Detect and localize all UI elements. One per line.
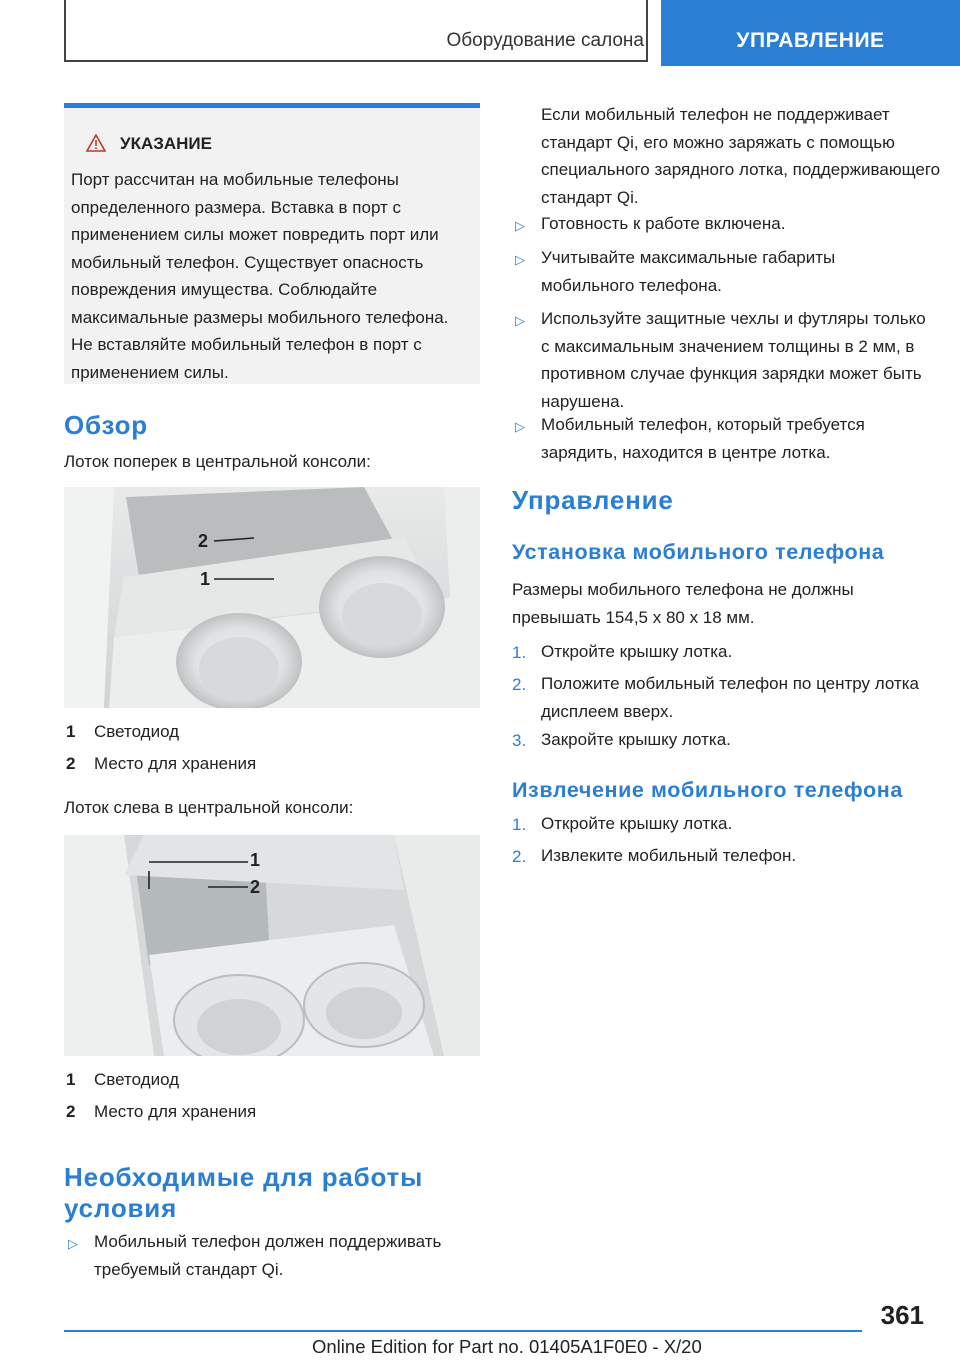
legend-number: 2 (66, 1102, 76, 1121)
step-text: Откройте крышку лотка. (541, 814, 733, 833)
bullet-triangle-icon: ▷ (515, 252, 525, 267)
callout-1: 1 (250, 850, 261, 870)
chapter-label: УПРАВЛЕНИЕ (736, 29, 885, 52)
callout-2: 2 (198, 531, 209, 551)
requirement-bullet: Мобильный телефон должен поддерживать требуемый стандарт Qi. (94, 1232, 442, 1279)
step-text: Откройте крышку лотка. (541, 642, 733, 661)
phone-dimensions-text: Размеры мобильного телефона не должны превышать 154,5 x 80 x 18 мм. (512, 580, 854, 627)
warning-triangle-icon (86, 134, 106, 157)
legend-number: 1 (66, 722, 76, 741)
requirements-continuation: Если мобильный телефон не поддерживает стандарт Qi, его можно заряжать с помощью специального зарядного лотка, поддерживающего стандарт Qi. (541, 105, 941, 207)
bullet-triangle-icon: ▷ (515, 313, 525, 328)
section-title: Оборудование салона (446, 30, 644, 51)
requirement-bullet: Мобильный телефон, который требуется зарядить, находится в центре лотка. (541, 415, 865, 462)
requirements-heading-line2: условия (64, 1193, 178, 1223)
requirement-bullet: Используйте защитные чехлы и футляры только с максимальным значением толщины в 2 мм, в противном случае функция зарядки может быть нарушена. (541, 309, 926, 411)
legend-text: Место для хранения (94, 1102, 257, 1121)
requirement-bullet: Готовность к работе включена. (541, 214, 786, 233)
legend-text: Место для хранения (94, 754, 257, 773)
legend-text: Светодиод (94, 1070, 180, 1089)
console-tray-cross-photo (64, 487, 480, 708)
overview-intro-left: Лоток слева в центральной консоли: (64, 798, 354, 817)
legend-number: 1 (66, 1070, 76, 1089)
callout-1: 1 (200, 569, 211, 589)
page-number: 361 (880, 1300, 924, 1330)
footer-divider (64, 1330, 862, 1332)
requirements-heading-line1: Необходимые для работы (64, 1162, 424, 1192)
legend-number: 2 (66, 754, 76, 773)
step-number: 1. (512, 643, 527, 662)
edition-text: Online Edition for Part no. 01405A1F0E0 - X/20 (312, 1336, 702, 1357)
callout-2: 2 (250, 877, 261, 897)
warning-box (64, 103, 480, 384)
warning-title: УКАЗАНИЕ (120, 134, 212, 153)
chapter-tab[interactable] (661, 0, 960, 66)
step-number: 1. (512, 815, 527, 834)
warning-text: Порт рассчитан на мобильные телефоны определенного размера. Вставка в порт с применением силы может повредить порт или мобильный телефон. Существует опасность повреждения имущества. Соблюдайте максимальные размеры мобильного телефона. Не вставляйте мобильный телефон в порт с применением силы. (71, 170, 449, 382)
overview-heading: Обзор (64, 410, 148, 440)
operation-heading: Управление (512, 485, 674, 515)
warning-heading (90, 134, 212, 154)
bullet-triangle-icon: ▷ (515, 419, 525, 434)
step-text: Закройте крышку лотка. (541, 730, 731, 749)
legend-text: Светодиод (94, 722, 180, 741)
remove-phone-heading: Извлечение мобильного телефона (512, 778, 903, 802)
step-number: 2. (512, 847, 527, 866)
step-text: Положите мобильный телефон по центру лотка дисплеем вверх. (541, 674, 919, 721)
step-text: Извлеките мобильный телефон. (541, 846, 797, 865)
console-tray-left-photo (64, 835, 480, 1056)
insert-phone-heading: Установка мобильного телефона (512, 540, 885, 564)
step-number: 3. (512, 731, 527, 750)
bullet-triangle-icon: ▷ (515, 218, 525, 233)
step-number: 2. (512, 675, 527, 694)
overview-intro-cross: Лоток поперек в центральной консоли: (64, 452, 371, 471)
bullet-triangle-icon: ▷ (68, 1236, 78, 1251)
requirement-bullet: Учитывайте максимальные габариты мобильного телефона. (541, 248, 836, 295)
